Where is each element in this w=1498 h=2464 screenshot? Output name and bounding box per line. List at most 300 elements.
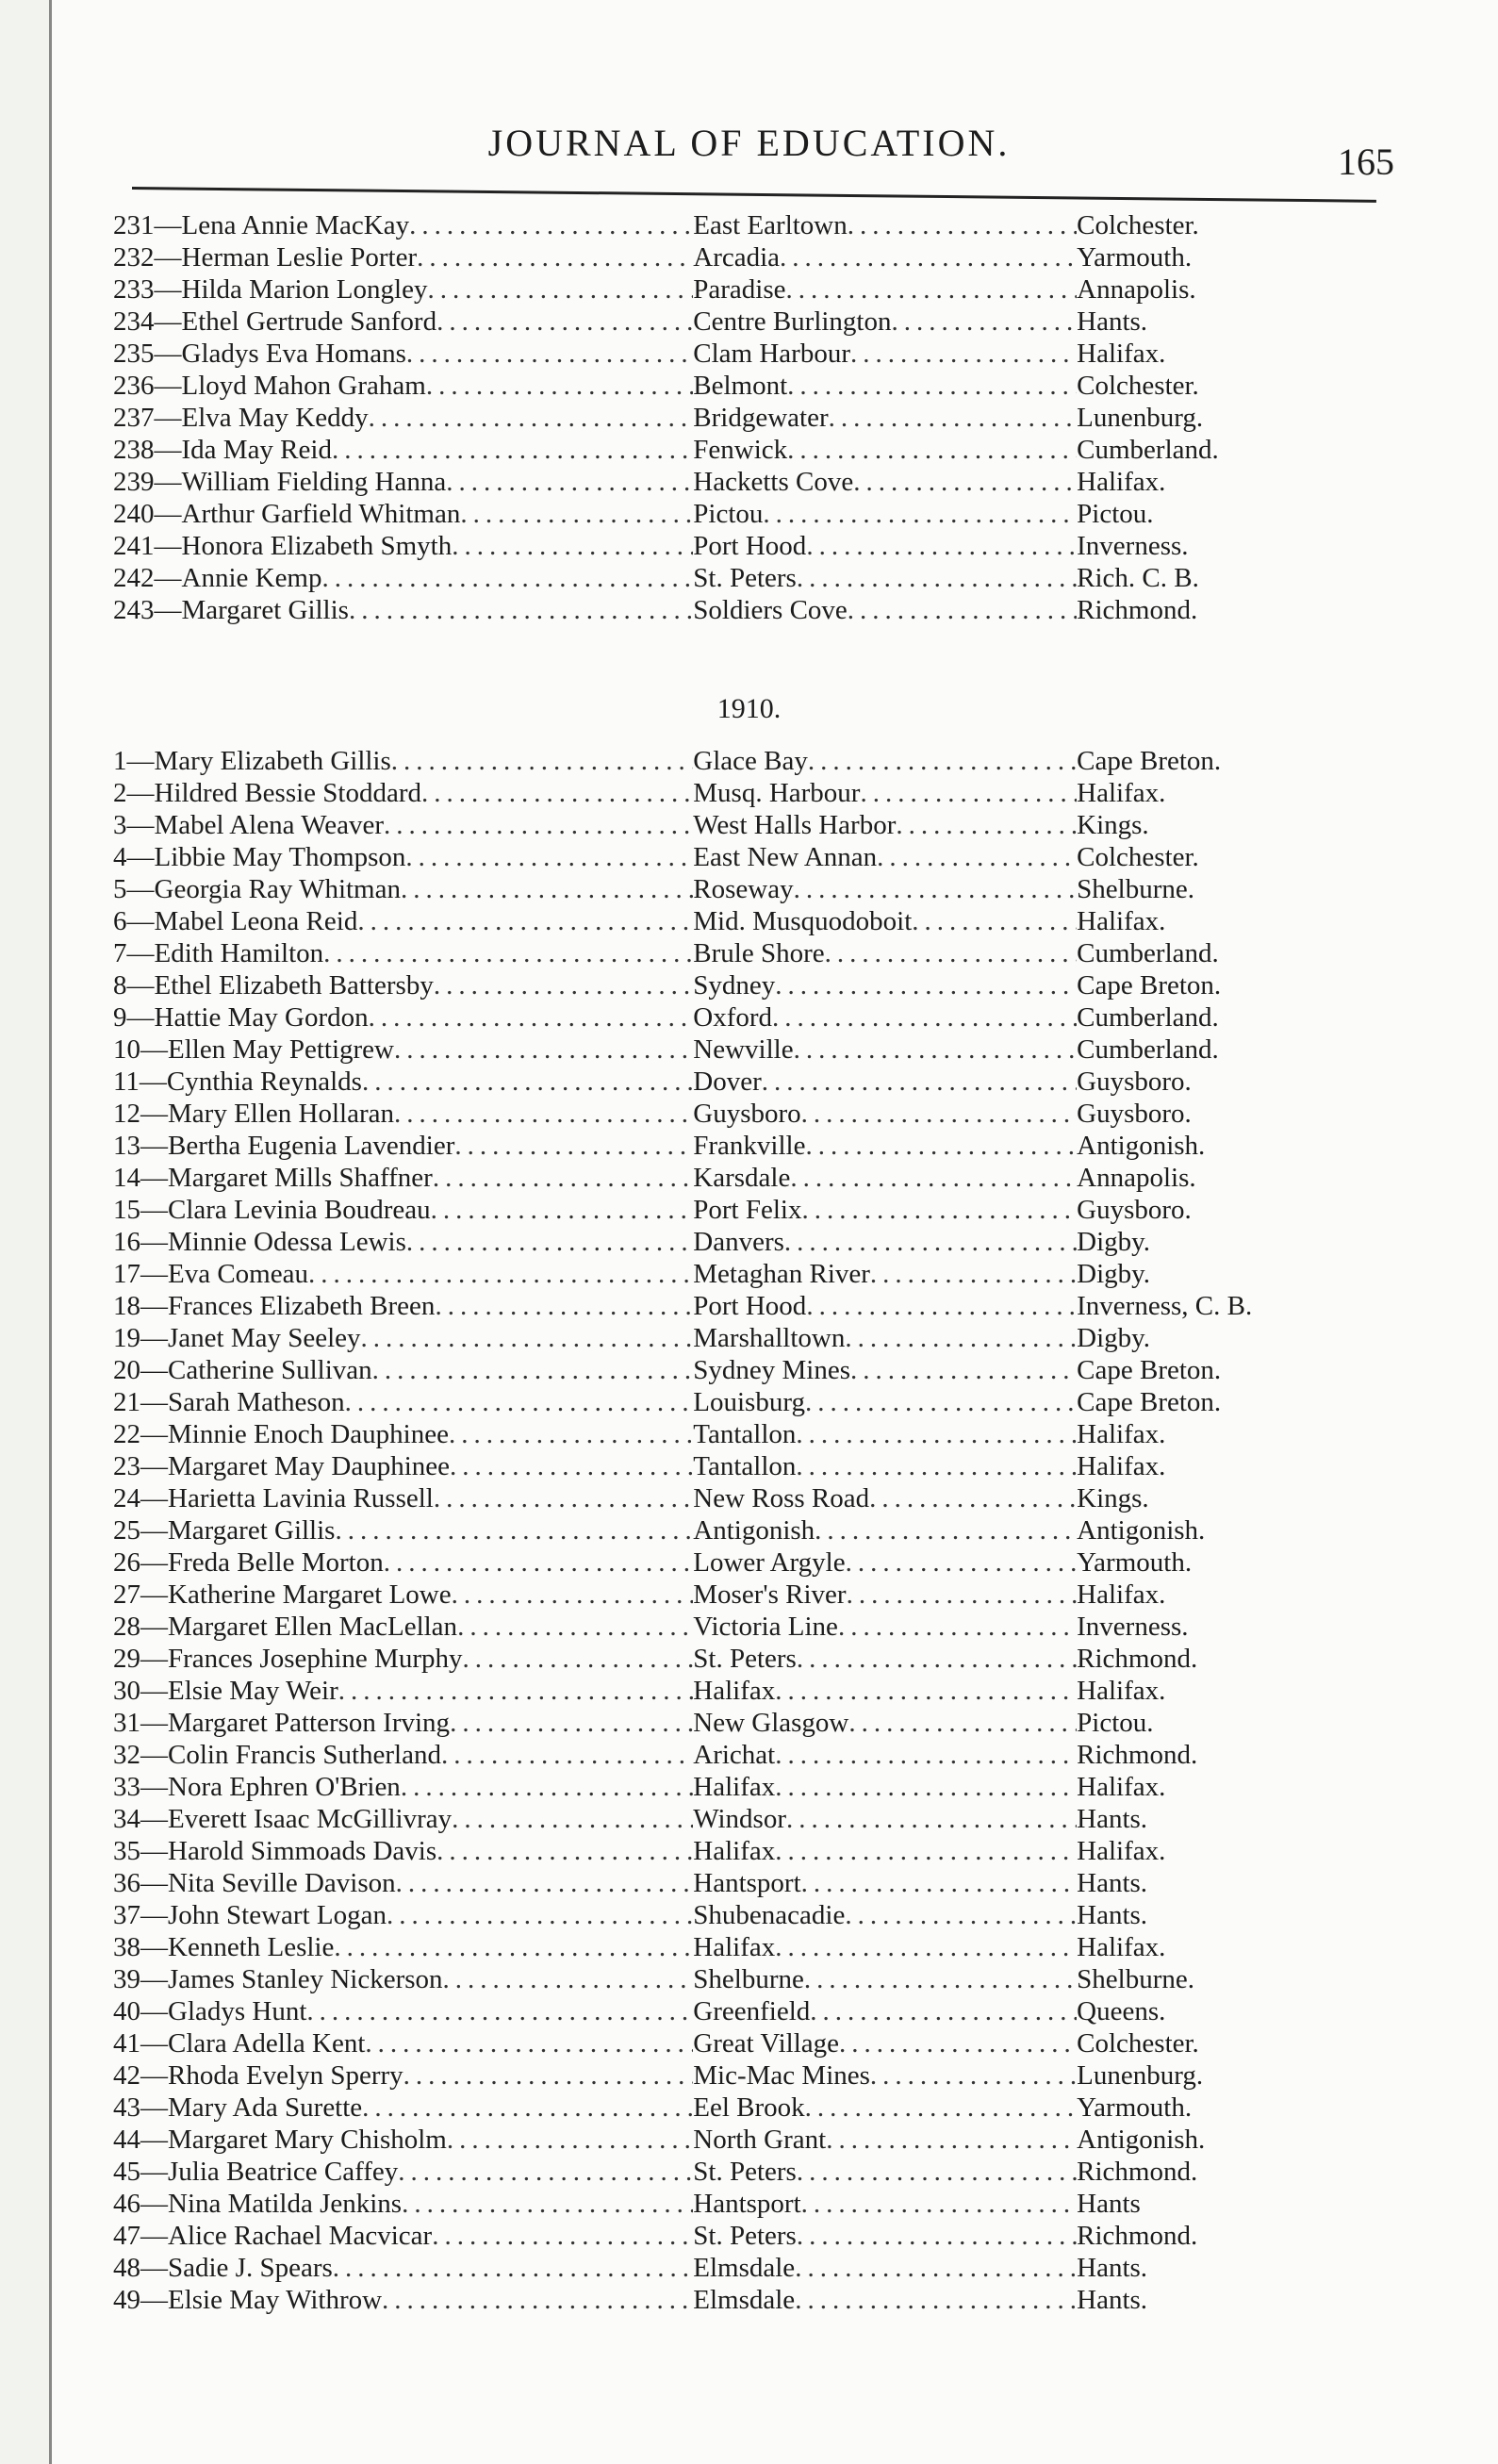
entry-county: Lunenburg. — [1077, 2060, 1204, 2091]
leader-dots — [848, 209, 1077, 241]
entry-place: Sydney — [693, 970, 776, 1000]
leader-dots — [775, 1739, 1077, 1771]
entry-county: Digby. — [1077, 1323, 1151, 1353]
entry-name: 242—Annie Kemp — [113, 563, 322, 593]
entry-name-cell — [113, 1675, 693, 1707]
entry-county: Halifax. — [1077, 1419, 1166, 1449]
leader-dots — [306, 1995, 693, 2027]
leader-dots — [805, 1386, 1077, 1418]
entry-county: Guysboro. — [1077, 1099, 1192, 1129]
entry-place: Belmont — [693, 371, 788, 401]
leader-dots — [853, 466, 1077, 498]
entry-place: St. Peters — [693, 563, 797, 593]
entry-place: Bridgewater — [693, 403, 829, 433]
leader-dots — [361, 1322, 694, 1354]
entry-county: Yarmouth. — [1077, 1547, 1193, 1578]
leader-dots — [323, 937, 693, 969]
leader-dots — [808, 745, 1077, 777]
entry-place: Guysboro — [693, 1099, 801, 1129]
leader-dots — [369, 402, 694, 434]
entry-name: 240—Arthur Garfield Whitman — [113, 499, 461, 529]
entry-name-cell — [113, 241, 693, 273]
entry-place-cell — [693, 466, 1077, 498]
entry-place: Louisburg — [693, 1387, 805, 1417]
entry-name-cell — [113, 1290, 693, 1322]
entry-county: Inverness, C. B. — [1077, 1291, 1253, 1321]
entry-place-cell — [693, 370, 1077, 402]
entry-name-cell — [113, 498, 693, 530]
leader-dots — [797, 562, 1077, 594]
entry-county: Cumberland. — [1077, 938, 1219, 968]
leader-dots — [362, 2092, 693, 2124]
leader-dots — [362, 1066, 693, 1098]
leader-dots — [801, 1194, 1077, 1226]
entry-county: Guysboro. — [1077, 1195, 1192, 1225]
entry-name-cell — [113, 434, 693, 466]
entry-county: Cape Breton. — [1077, 746, 1222, 776]
entry-name: 40—Gladys Hunt — [113, 1996, 307, 2026]
entry-county: Colchester. — [1077, 371, 1199, 401]
list-item — [113, 2284, 1339, 2316]
list-item — [113, 1899, 1339, 1931]
entry-place: Glace Bay — [693, 746, 808, 776]
entry-county: Digby. — [1077, 1227, 1151, 1257]
list-item — [113, 1482, 1339, 1514]
entry-county: Halifax. — [1077, 1451, 1166, 1481]
entry-name-cell — [113, 841, 693, 873]
entry-county: Inverness. — [1077, 1612, 1189, 1642]
entry-place-cell — [693, 1514, 1077, 1546]
leader-dots — [421, 777, 693, 809]
entry-place: Halifax — [693, 1772, 776, 1802]
list-item — [113, 2059, 1339, 2092]
entry-name-cell — [113, 370, 693, 402]
leader-dots — [417, 241, 693, 273]
leader-dots — [441, 1739, 693, 1771]
entry-place: Mid. Musquodoboit — [693, 906, 913, 936]
entry-county: Inverness. — [1077, 531, 1189, 561]
leader-dots — [460, 498, 693, 530]
entry-name-cell — [113, 2220, 693, 2252]
entry-place: Arcadia — [693, 242, 781, 273]
leader-dots — [454, 1130, 693, 1162]
entry-name: 30—Elsie May Weir — [113, 1676, 338, 1706]
entry-place: Great Village — [693, 2028, 840, 2059]
entry-name-cell — [113, 1611, 693, 1643]
leader-dots — [434, 1482, 693, 1514]
entry-name: 49—Elsie May Withrow — [113, 2285, 383, 2315]
entry-name-cell — [113, 273, 693, 306]
leader-dots — [860, 777, 1077, 809]
entry-county: Cape Breton. — [1077, 1387, 1222, 1417]
entry-name-cell — [113, 402, 693, 434]
entry-place: Greenfield — [693, 1996, 811, 2026]
leader-dots — [797, 1643, 1077, 1675]
binding-edge-line — [49, 0, 52, 2464]
entry-name: 20—Catherine Sullivan — [113, 1355, 372, 1385]
entry-place: Marshalltown — [693, 1323, 846, 1353]
entry-name-cell — [113, 777, 693, 809]
entry-county: Halifax. — [1077, 339, 1166, 369]
leader-dots — [801, 1098, 1077, 1130]
entry-name: 4—Libbie May Thompson — [113, 842, 406, 872]
entry-place-cell — [693, 2220, 1077, 2252]
leader-dots — [797, 2156, 1077, 2188]
leader-dots — [369, 1001, 694, 1034]
leader-dots — [452, 1579, 694, 1611]
list-item — [113, 1514, 1339, 1546]
entry-place-cell — [693, 1482, 1077, 1514]
entry-place: Port Felix — [693, 1195, 802, 1225]
leader-dots — [345, 1386, 694, 1418]
leader-dots — [762, 1066, 1077, 1098]
entry-place: Halifax — [693, 1676, 776, 1706]
entry-county: Halifax. — [1077, 1579, 1166, 1610]
entry-county: Yarmouth. — [1077, 2092, 1193, 2123]
entry-place-cell — [693, 1643, 1077, 1675]
entry-place: Soldiers Cove — [693, 595, 848, 625]
list-item — [113, 1098, 1339, 1130]
leader-dots — [790, 1162, 1077, 1194]
entry-name-cell — [113, 562, 693, 594]
list-item — [113, 2027, 1339, 2059]
entry-county: Richmond. — [1077, 2157, 1198, 2187]
leader-dots — [406, 338, 693, 370]
entry-name: 243—Margaret Gillis — [113, 595, 349, 625]
leader-dots — [435, 1290, 693, 1322]
list-item — [113, 1803, 1339, 1835]
entry-name-cell — [113, 969, 693, 1001]
entry-name-cell — [113, 745, 693, 777]
entry-name-cell — [113, 873, 693, 905]
leader-dots — [805, 2092, 1077, 2124]
list-item — [113, 306, 1339, 338]
list-item — [113, 1739, 1339, 1771]
entry-county: Richmond. — [1077, 1644, 1198, 1674]
entry-place-cell — [693, 1803, 1077, 1835]
list-item — [113, 1546, 1339, 1579]
entry-county: Antigonish. — [1077, 1515, 1206, 1546]
leader-dots — [449, 1418, 693, 1450]
entry-place-cell — [693, 1867, 1077, 1899]
entry-name: 14—Margaret Mills Shaffner — [113, 1163, 433, 1193]
list-item — [113, 1258, 1339, 1290]
entry-place: Port Hood — [693, 1291, 807, 1321]
entry-place-cell — [693, 338, 1077, 370]
entry-place: Pictou — [693, 499, 764, 529]
entry-name-cell — [113, 1226, 693, 1258]
entry-place-cell — [693, 873, 1077, 905]
entry-name: 3—Mabel Alena Weaver — [113, 810, 385, 840]
leader-dots — [787, 434, 1077, 466]
entry-name: 44—Margaret Mary Chisholm — [113, 2125, 447, 2155]
entry-place-cell — [693, 1995, 1077, 2027]
entry-name: 31—Margaret Patterson Irving — [113, 1708, 451, 1738]
entry-county: Guysboro. — [1077, 1067, 1192, 1097]
list-item — [113, 434, 1339, 466]
leader-dots — [452, 1803, 693, 1835]
entry-place-cell — [693, 1066, 1077, 1098]
entry-name-cell — [113, 1130, 693, 1162]
entry-name: 9—Hattie May Gordon — [113, 1002, 369, 1033]
entry-county: Richmond. — [1077, 1740, 1198, 1770]
leader-dots — [772, 1001, 1077, 1034]
entry-place-cell — [693, 1130, 1077, 1162]
list-item — [113, 241, 1339, 273]
entry-place-cell — [693, 2252, 1077, 2284]
entry-name-cell — [113, 1771, 693, 1803]
entry-place: Clam Harbour — [693, 339, 850, 369]
leader-dots — [452, 530, 693, 562]
entry-name-cell — [113, 1482, 693, 1514]
leader-dots — [394, 1034, 693, 1066]
entry-place: Victoria Line — [693, 1612, 838, 1642]
leader-dots — [845, 1322, 1077, 1354]
entry-name: 42—Rhoda Evelyn Sperry — [113, 2060, 403, 2091]
entry-name-cell — [113, 809, 693, 841]
list-item — [113, 777, 1339, 809]
leader-dots — [870, 1258, 1077, 1290]
leader-dots — [775, 1931, 1077, 1963]
entry-place: Elmsdale — [693, 2253, 796, 2283]
entry-county: Cape Breton. — [1077, 1355, 1222, 1385]
entry-place: Danvers — [693, 1227, 784, 1257]
entry-place-cell — [693, 498, 1077, 530]
entry-name: 238—Ida May Reid — [113, 435, 332, 465]
entry-name: 10—Ellen May Pettigrew — [113, 1034, 395, 1065]
list-item — [113, 2220, 1339, 2252]
entry-name-cell — [113, 1258, 693, 1290]
list-item — [113, 2124, 1339, 2156]
entry-name-cell — [113, 1899, 693, 1931]
list-item — [113, 745, 1339, 777]
entry-place-cell — [693, 209, 1077, 241]
leader-dots — [403, 2059, 694, 2092]
list-item — [113, 1386, 1339, 1418]
entry-place-cell — [693, 1001, 1077, 1034]
leader-dots — [322, 562, 694, 594]
entry-name-cell — [113, 2156, 693, 2188]
list-item — [113, 905, 1339, 937]
leader-dots — [450, 1450, 693, 1482]
entry-place: Mic-Mac Mines — [693, 2060, 870, 2091]
entry-name-cell — [113, 1931, 693, 1963]
leader-dots — [446, 466, 693, 498]
entry-name: 18—Frances Elizabeth Breen — [113, 1291, 436, 1321]
list-item — [113, 937, 1339, 969]
entry-county: Cumberland. — [1077, 1002, 1219, 1033]
entry-place-cell — [693, 1354, 1077, 1386]
leader-dots — [804, 1963, 1077, 1995]
leader-dots — [332, 434, 693, 466]
leader-dots — [794, 1034, 1078, 1066]
leader-dots — [847, 1579, 1078, 1611]
leader-dots — [794, 873, 1078, 905]
entry-county: Colchester. — [1077, 2028, 1199, 2059]
list-1909-continued — [113, 209, 1339, 626]
entry-name: 15—Clara Levinia Boudreau — [113, 1195, 431, 1225]
list-item — [113, 1130, 1339, 1162]
entry-name: 28—Margaret Ellen MacLellan — [113, 1612, 458, 1642]
entry-place: Frankville — [693, 1131, 806, 1161]
entry-county: Halifax. — [1077, 778, 1166, 808]
leader-dots — [372, 1354, 694, 1386]
entry-place-cell — [693, 1771, 1077, 1803]
entry-place-cell — [693, 530, 1077, 562]
list-item — [113, 1354, 1339, 1386]
entry-name: 29—Frances Josephine Murphy — [113, 1644, 463, 1674]
entry-name-cell — [113, 1001, 693, 1034]
entry-place: Elmsdale — [693, 2285, 796, 2315]
entry-place-cell — [693, 306, 1077, 338]
leader-dots — [432, 2220, 693, 2252]
leader-dots — [795, 2252, 1077, 2284]
entry-place: Brule Shore — [693, 938, 825, 968]
list-item — [113, 1322, 1339, 1354]
entry-place: Arichat — [693, 1740, 776, 1770]
entry-place-cell — [693, 1899, 1077, 1931]
entry-county: Halifax. — [1077, 1932, 1166, 1962]
entry-place: Eel Brook — [693, 2092, 805, 2123]
entry-place: Oxford — [693, 1002, 773, 1033]
entry-place: Moser's River — [693, 1579, 847, 1610]
leader-dots — [845, 1899, 1077, 1931]
entry-place-cell — [693, 1386, 1077, 1418]
list-item — [113, 1450, 1339, 1482]
leader-dots — [463, 1643, 694, 1675]
entry-name-cell — [113, 1707, 693, 1739]
leader-dots — [801, 2188, 1078, 2220]
leader-dots — [825, 937, 1078, 969]
entry-place: Tantallon — [693, 1419, 797, 1449]
entry-place-cell — [693, 1739, 1077, 1771]
entry-place: Newville — [693, 1034, 794, 1065]
entry-name: 236—Lloyd Mahon Graham — [113, 371, 426, 401]
leader-dots — [334, 1931, 693, 1963]
list-item — [113, 1418, 1339, 1450]
leader-dots — [786, 273, 1078, 306]
entry-county: Richmond. — [1077, 2221, 1198, 2251]
leader-dots — [850, 338, 1077, 370]
entry-name-cell — [113, 1162, 693, 1194]
entry-county: Pictou. — [1077, 1708, 1154, 1738]
list-item — [113, 370, 1339, 402]
leader-dots — [870, 2059, 1077, 2092]
entry-county: Digby. — [1077, 1259, 1151, 1289]
entry-name: 22—Minnie Enoch Dauphinee — [113, 1419, 449, 1449]
entry-county: Rich. C. B. — [1077, 563, 1199, 593]
list-item — [113, 1226, 1339, 1258]
list-item — [113, 969, 1339, 1001]
entry-name-cell — [113, 1034, 693, 1066]
entry-place-cell — [693, 402, 1077, 434]
entry-county: Hants. — [1077, 306, 1148, 337]
entry-name-cell — [113, 1514, 693, 1546]
entry-county: Colchester. — [1077, 842, 1199, 872]
list-item — [113, 2188, 1339, 2220]
entry-county: Kings. — [1077, 1483, 1149, 1513]
leader-dots — [401, 873, 693, 905]
entry-name-cell — [113, 2027, 693, 2059]
leader-dots — [775, 1835, 1077, 1867]
entry-county: Annapolis. — [1077, 1163, 1196, 1193]
entry-place-cell — [693, 1194, 1077, 1226]
list-item — [113, 402, 1339, 434]
entry-place-cell — [693, 1226, 1077, 1258]
entry-county: Hants. — [1077, 1868, 1148, 1898]
leader-dots — [815, 1514, 1077, 1546]
entry-county: Pictou. — [1077, 499, 1154, 529]
leader-dots — [426, 370, 693, 402]
leader-dots — [387, 1899, 693, 1931]
entry-name: 25—Margaret Gillis — [113, 1515, 336, 1546]
leader-dots — [780, 241, 1077, 273]
entry-name: 8—Ethel Elizabeth Battersby — [113, 970, 434, 1000]
leader-dots — [409, 209, 693, 241]
entry-place: St. Peters — [693, 2221, 797, 2251]
list-item — [113, 841, 1339, 873]
entry-place-cell — [693, 1963, 1077, 1995]
leader-dots — [848, 594, 1077, 626]
entry-place-cell — [693, 2027, 1077, 2059]
list-item — [113, 873, 1339, 905]
entry-name-cell — [113, 1322, 693, 1354]
entry-name-cell — [113, 594, 693, 626]
list-item — [113, 1001, 1339, 1034]
entry-place-cell — [693, 273, 1077, 306]
list-item — [113, 1675, 1339, 1707]
leader-dots — [436, 306, 693, 338]
entry-place: Fenwick — [693, 435, 788, 465]
leader-dots — [829, 402, 1078, 434]
entry-place-cell — [693, 937, 1077, 969]
entry-name-cell — [113, 2252, 693, 2284]
entry-name: 239—William Fielding Hanna — [113, 467, 447, 497]
entry-county: Cape Breton. — [1077, 970, 1222, 1000]
entry-name: 34—Everett Isaac McGillivray — [113, 1804, 453, 1834]
header-divider — [132, 187, 1376, 203]
entry-place: Musq. Harbour — [693, 778, 861, 808]
entry-name: 13—Bertha Eugenia Lavendier — [113, 1131, 455, 1161]
leader-dots — [787, 370, 1077, 402]
entry-place: Hantsport — [693, 2189, 801, 2219]
leader-dots — [394, 1098, 693, 1130]
entry-place-cell — [693, 1611, 1077, 1643]
entry-name-cell — [113, 1803, 693, 1835]
list-item — [113, 809, 1339, 841]
entry-name-cell — [113, 2188, 693, 2220]
entry-place: Shubenacadie — [693, 1900, 846, 1930]
leader-dots — [784, 1226, 1077, 1258]
leader-dots — [401, 1771, 693, 1803]
list-item — [113, 209, 1339, 241]
entry-name: 235—Gladys Eva Homans — [113, 339, 406, 369]
list-item — [113, 562, 1339, 594]
entry-name: 232—Herman Leslie Porter — [113, 242, 418, 273]
entry-name-cell — [113, 1354, 693, 1386]
entry-place-cell — [693, 905, 1077, 937]
entry-place: Centre Burlington — [693, 306, 892, 337]
leader-dots — [384, 809, 693, 841]
entry-name: 6—Mabel Leona Reid — [113, 906, 358, 936]
entry-name: 32—Colin Francis Sutherland — [113, 1740, 441, 1770]
entry-county: Halifax. — [1077, 906, 1166, 936]
entry-place: Halifax — [693, 1932, 776, 1962]
entry-name-cell — [113, 1867, 693, 1899]
entry-name-cell — [113, 530, 693, 562]
entry-place: Tantallon — [693, 1451, 797, 1481]
leader-dots — [786, 1803, 1077, 1835]
